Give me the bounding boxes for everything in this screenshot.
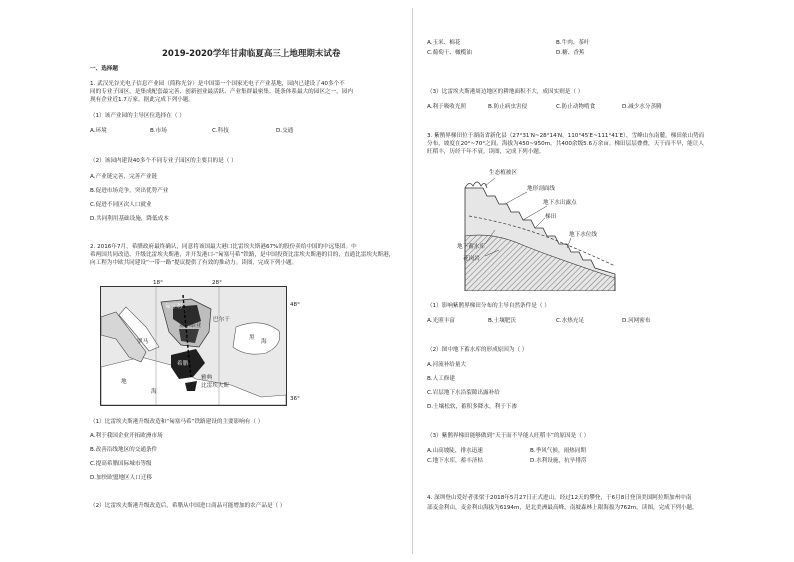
map-lat-48: 48°: [290, 302, 300, 308]
q2-1-option-c: C.提高希腊国际城市等级: [90, 461, 152, 467]
map-label-piraeus: 比雷埃夫斯: [201, 383, 229, 389]
q2-intro-line1: 2. 2016年7月，希腊政府最终确认，同意将该国最大港口比雷埃夫斯港67%的股份卖给中国的中远集团。中: [90, 244, 357, 250]
q2-2-option-b: B.牛肉、茶叶: [556, 40, 590, 46]
q3-2-question: （2）图中地下蓄水库的形成原因为（ ）: [427, 347, 528, 353]
q3-intro-line2: 分布，坡度在20°~70°之间，海拔为450~950m，共400余级5.6万余亩。梯田层层叠叠，天干而不旱，能让人: [427, 141, 704, 147]
q3-3-option-a: A.山高坡陡，排水迅速: [427, 448, 483, 454]
q3-intro-line3: 旺稻丰，历经千年不衰。读图，完成下列小题。: [427, 149, 545, 155]
q3-2-option-a: A.河流补给量大: [427, 362, 467, 368]
q3-1-option-c: C.水热充足: [556, 318, 585, 324]
q2-3-option-a: A.利于吸收光照: [427, 104, 467, 110]
q3-1-option-d: D.河网密布: [622, 318, 651, 324]
diag-label-terrace: 梯田: [545, 214, 557, 220]
q2-intro-line3: 向工程为中欧共同建设“一带一路”提议提供了有效的推动力。读图，完成下列小题。: [90, 260, 298, 266]
column-divider: [412, 8, 413, 554]
map-label-balkan: 巴尔干: [213, 317, 230, 323]
q1-2-option-a: A.产业链完善，完善产业链: [90, 174, 158, 180]
q3-1-question: （1）影响紫鹊界梯田分布的主导自然条件是（ ）: [427, 303, 550, 309]
q1-intro-line1: 1. 武汉光谷光电子信息产业园（简称光谷）是中国第一个国家光电子产业基地，园内已建设了40多个不: [90, 81, 345, 87]
q2-2-option-d: D.糖、香蕉: [556, 50, 585, 56]
q2-2-option-a: A.玉米、棉花: [427, 40, 461, 46]
diag-label-vegetation: 生态植被区: [489, 170, 517, 176]
q1-2-option-b: B.促进市场竞争，突出优势产业: [90, 188, 169, 194]
map-label-rome: 罗马: [137, 339, 149, 345]
diag-label-groundwater-outlet: 地下水出露点: [543, 200, 577, 206]
q1-1-option-d: D.交通: [276, 128, 294, 134]
q1-1-option-b: B.市场: [150, 128, 167, 134]
q3-1-option-b: B.土壤肥沃: [488, 318, 516, 324]
q2-3-option-c: C.防止动物啃食: [556, 104, 596, 110]
diag-label-reservoir: 地下蓄水库: [457, 244, 485, 250]
q2-2-option-c: C.葡萄干、橄榄油: [427, 50, 472, 56]
map-graphic: [101, 287, 286, 405]
diag-label-granite: 花岗岩: [463, 256, 480, 262]
q1-1-question: （1）该产业园的主导区位选择在（ ）: [90, 113, 185, 119]
q2-3-question: （3）比雷埃夫斯港周边地区的耕地面积不大，成因实则是（ ）: [427, 89, 584, 95]
diag-label-profile: 地形剖面线: [527, 186, 555, 192]
q2-2-question: （2）比雷埃夫斯港升级改造后，希腊从中国进口商品可能增加的农产品是（ ）: [90, 503, 286, 509]
q3-3-option-c: C.地下水库，蓄丰济枯: [427, 458, 484, 464]
q2-3-option-b: B.防止病虫害侵: [488, 104, 528, 110]
q3-intro-line1: 3. 紫鹊界梯田位于湖南省新化县（27°31′N~28°14′N，110°45′E~111°41′E），雪峰山东南麓。梯田依山势而: [427, 133, 705, 139]
q2-1-question: （1）比雷埃夫斯港升级改造和“匈塞马希”铁路建设的主要影响有（ ）: [90, 419, 264, 425]
q1-2-option-d: D.共同利用基础设施，降低成本: [90, 216, 169, 222]
q2-intro-line2: 希两国共同改造、升级比雷埃夫斯港，并开发港口-“匈塞马希”铁路，是中国投资比雷埃夫斯港的目的，直通比雷埃夫斯港，: [90, 252, 395, 258]
map-label-serbia: 塞尔维亚: [179, 323, 202, 329]
map-label-greece: 希腊: [177, 361, 189, 367]
diag-label-water-level: 地下水位线: [569, 232, 597, 238]
map-lon-28: 28°: [212, 280, 222, 286]
q1-intro-line2: 同的专业子园区，是集成配套最完善、创新创业最活跃、产业集群最密集、链条体系最大的园区之一，园内: [90, 89, 353, 95]
map-lon-18: 18°: [153, 280, 163, 286]
q1-2-option-c: C.促进不同区次人口就业: [90, 202, 152, 208]
q4-intro-line2: 部麦金利山，麦金利山海拔为6194m，是北美洲最高峰，南坡森林上限海拔为762m。读图，完成下列小题。: [427, 505, 698, 511]
q3-3-option-b: B.季风气候，雨热同期: [530, 448, 586, 454]
q2-3-option-d: D.减少水分蒸腾: [622, 104, 662, 110]
q3-3-question: （3）紫鹊界梯田能够做到“天干而不旱能人旺稻丰”的原因是（ ）: [427, 433, 590, 439]
q3-3-option-d: D.水利设施，抗旱排涝: [530, 458, 587, 464]
map-label-hungary: 匈牙利: [165, 304, 182, 310]
q1-1-option-a: A.环境: [90, 128, 107, 134]
terrace-profile-diagram: [455, 166, 630, 291]
map-lat-36: 36°: [290, 396, 300, 402]
q1-intro-line3: 现有企业近1.7万家。据此完成下列小题。: [90, 97, 194, 103]
q2-1-option-b: B.改善沿线地区的交通条件: [90, 447, 158, 453]
map-label-med-1: 地: [121, 379, 127, 385]
map-label-black-sea-1: 黑: [249, 335, 255, 341]
q2-1-option-a: A.利于我国企业开拓欧洲市场: [90, 433, 163, 439]
q4-intro-line1: 4. 深圳登山爱好者张梁于2018年5月27日正式进山，经过12天的攀登，于6月8日登顶美国阿拉斯加州中南: [427, 495, 692, 501]
q3-1-option-a: A.光照丰富: [427, 318, 455, 324]
greece-region-map: [100, 286, 287, 406]
q1-2-question: （2）该园内建设40多个不同专业子园区的主要目的是（ ）: [90, 158, 237, 164]
q3-2-option-d: D.土壤松软，蓄积多降水，利于下渗: [427, 404, 517, 410]
q3-2-option-b: B.人工修建: [427, 376, 455, 382]
section-heading: 一、选择题: [90, 66, 118, 72]
exam-title: 2019-2020学年甘肃临夏高三上地理期末试卷: [162, 49, 341, 59]
q3-2-option-c: C.岩层地下水沿裂隙出露补给: [427, 390, 500, 396]
map-label-med-2: 海: [151, 389, 157, 395]
q1-1-option-c: C.科技: [212, 128, 229, 134]
q2-1-option-d: D.加快欧盟地区人口迁移: [90, 475, 153, 481]
terrace-graphic: [455, 166, 630, 291]
map-label-athens: 雅典: [201, 375, 213, 381]
map-label-black-sea-2: 海: [261, 339, 267, 345]
